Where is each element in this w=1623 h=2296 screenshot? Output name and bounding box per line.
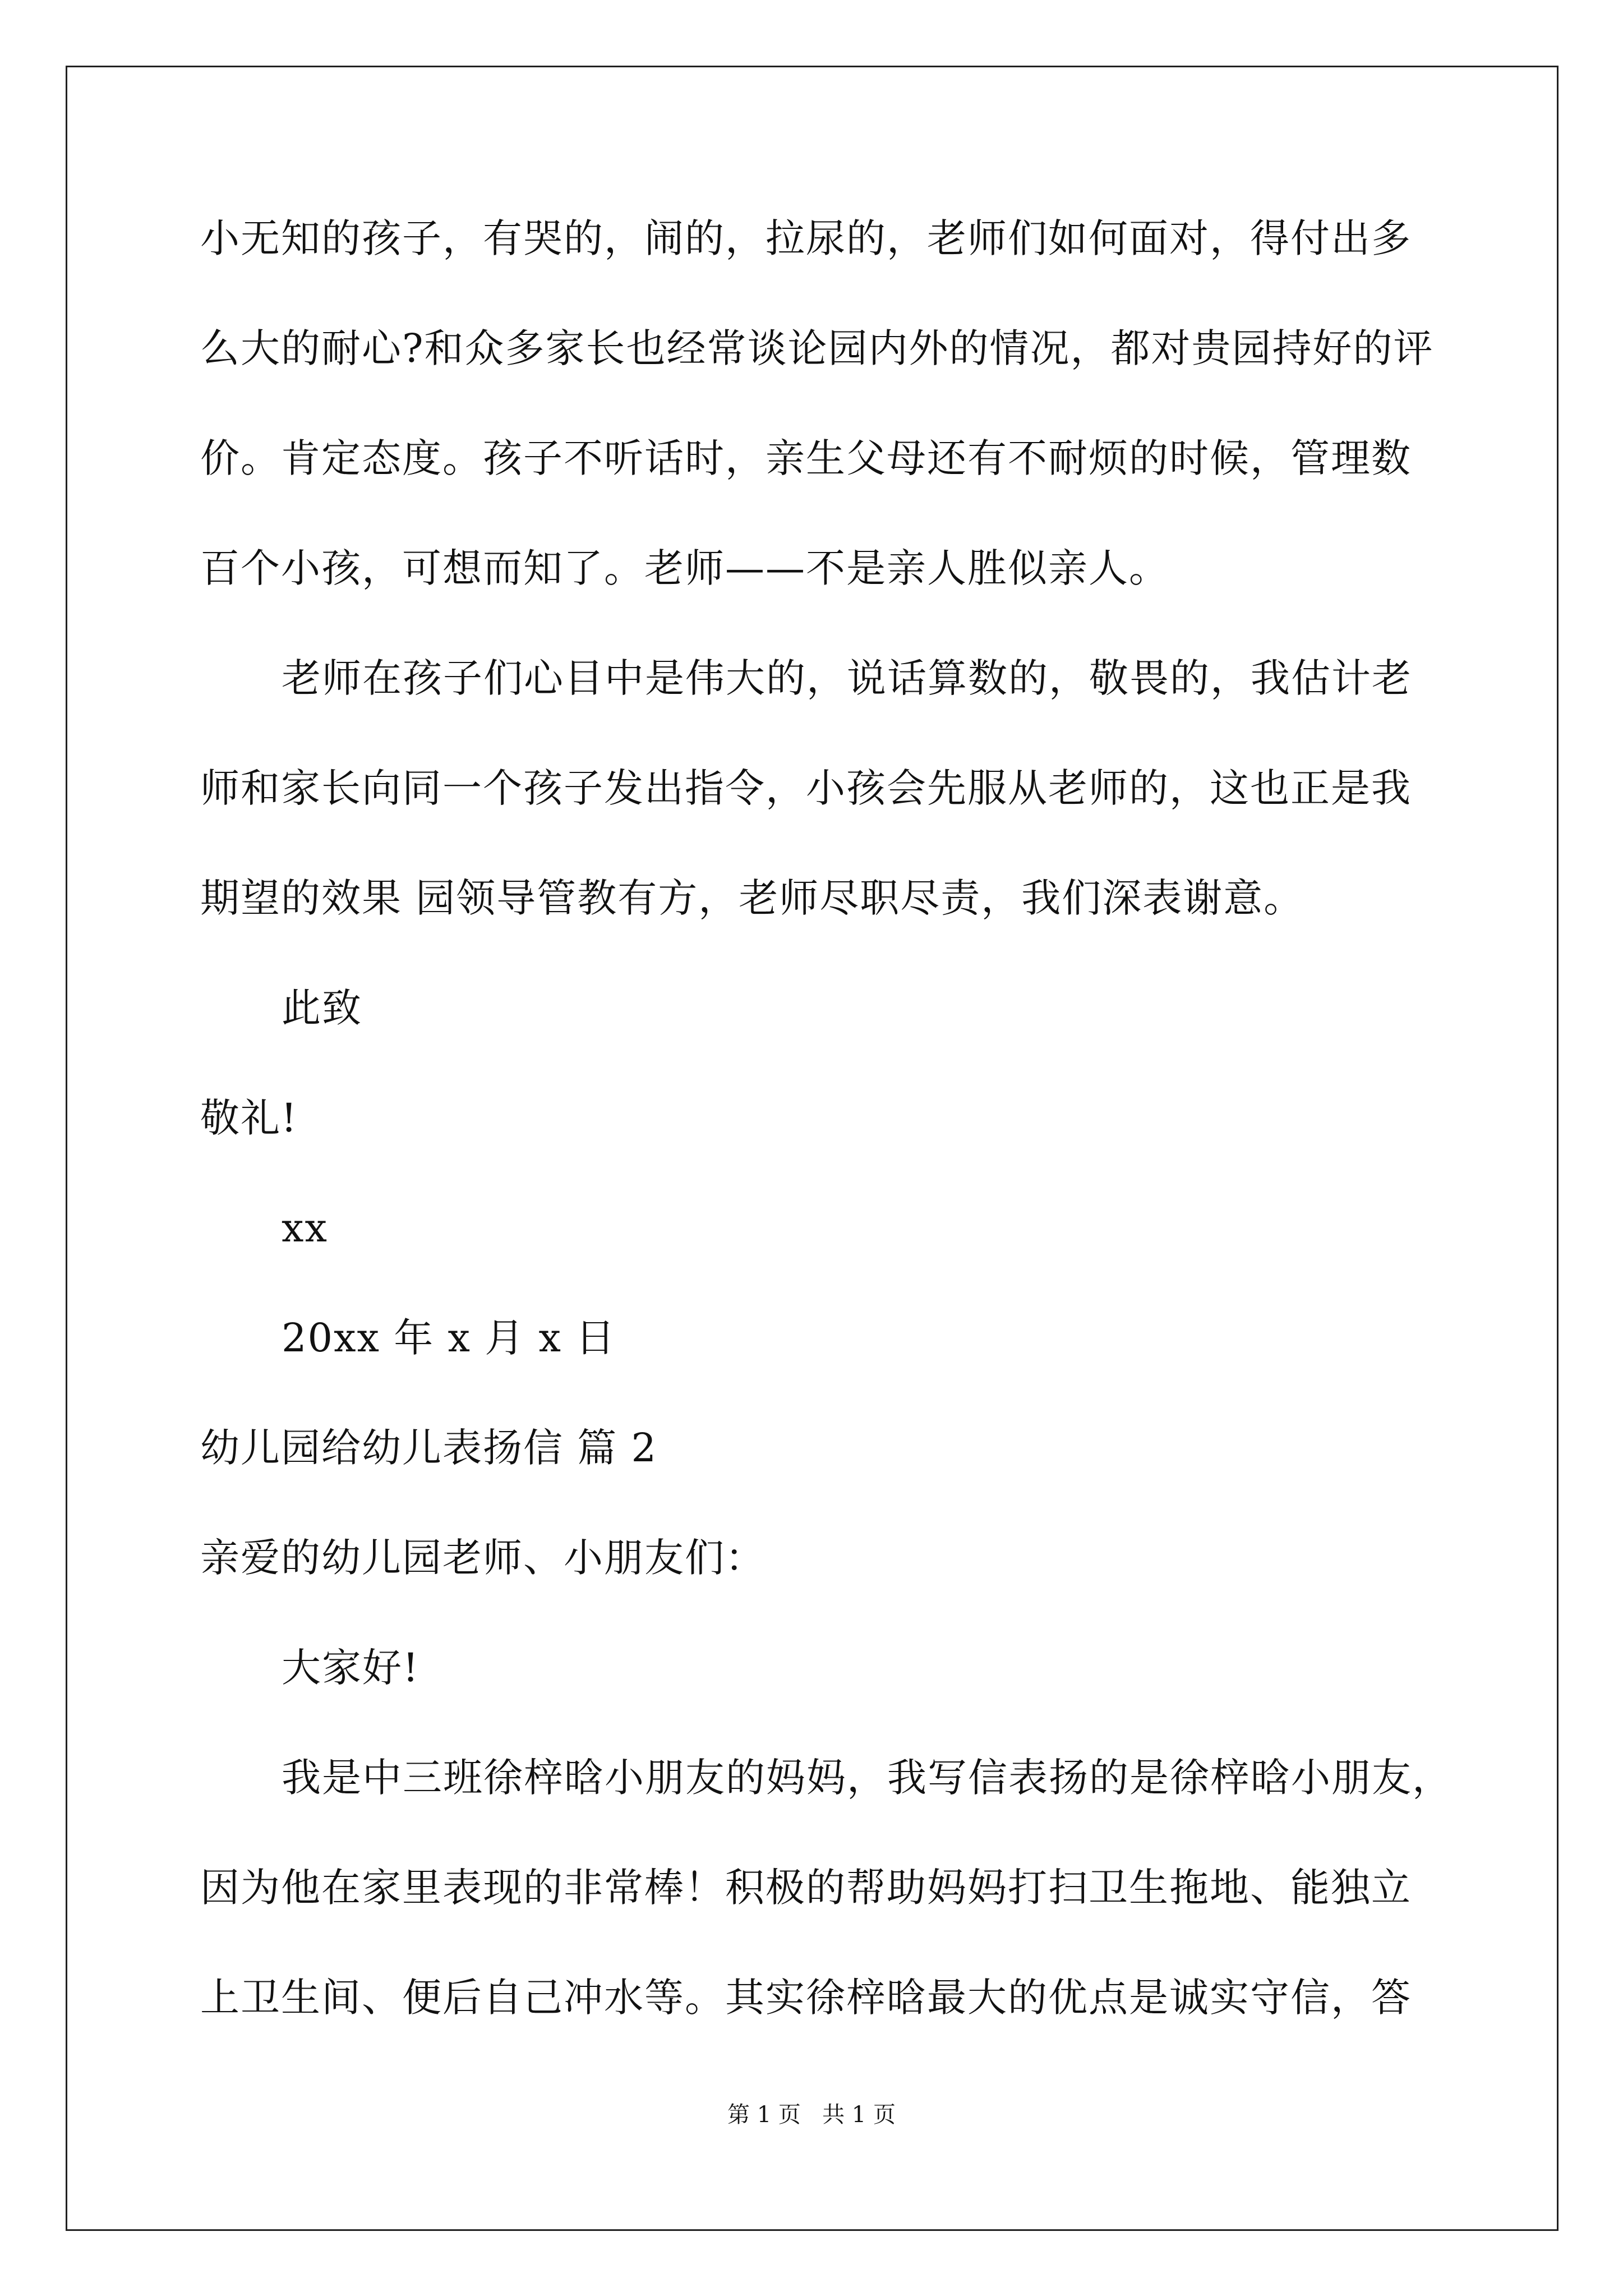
paragraph-line: 价。肯定态度。孩子不听话时，亲生父母还有不耐烦的时候，管理数	[200, 435, 1412, 481]
page-number-footer: 第 1 页 共 1 页	[727, 2102, 896, 2128]
paragraph-line: 我是中三班徐梓晗小朋友的妈妈，我写信表扬的是徐梓晗小朋友，	[282, 1755, 1453, 1801]
signature-date: 20xx 年 x 月 x 日	[282, 1315, 616, 1361]
paragraph-line: 师和家长向同一个孩子发出指令，小孩会先服从老师的，这也正是我	[200, 765, 1412, 811]
paragraph-line: 上卫生间、便后自己冲水等。其实徐梓晗最大的优点是诚实守信，答	[200, 1975, 1412, 2021]
closing-salutation: 此致	[282, 985, 362, 1031]
paragraph-line: 小无知的孩子，有哭的，闹的，拉尿的，老师们如何面对，得付出多	[200, 215, 1412, 261]
letter-hello: 大家好!	[282, 1645, 420, 1691]
signature-name: xx	[282, 1205, 328, 1251]
paragraph-line: 期望的效果 园领导管教有方，老师尽职尽责，我们深表谢意。	[200, 875, 1304, 921]
letter-greeting: 亲爱的幼儿园老师、小朋友们：	[200, 1535, 766, 1581]
paragraph-line: 老师在孩子们心目中是伟大的，说话算数的，敬畏的，我估计老	[282, 655, 1412, 701]
paragraph-line: 么大的耐心?和众多家长也经常谈论园内外的情况，都对贵园持好的评	[200, 325, 1434, 371]
closing-regards: 敬礼!	[200, 1095, 298, 1141]
section-title: 幼儿园给幼儿表扬信 篇 2	[200, 1425, 658, 1471]
paragraph-line: 百个小孩，可想而知了。老师——不是亲人胜似亲人。	[200, 545, 1169, 591]
paragraph-line: 因为他在家里表现的非常棒！积极的帮助妈妈打扫卫生拖地、能独立	[200, 1865, 1412, 1911]
